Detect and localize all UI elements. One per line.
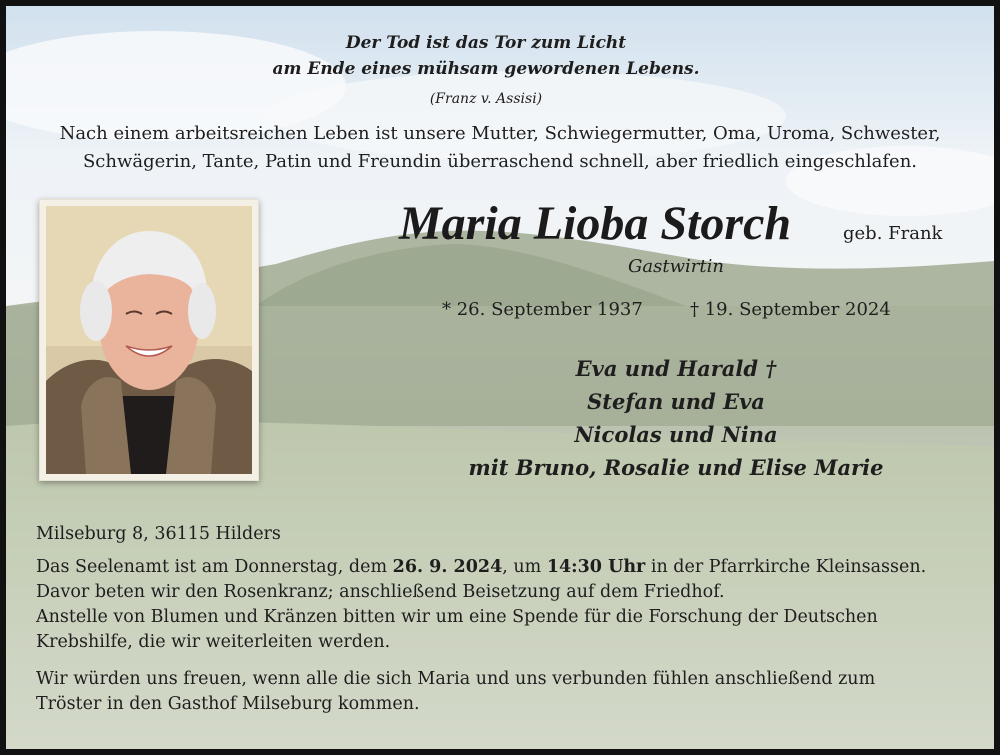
quote-line-1: Der Tod ist das Tor zum Licht [345, 33, 627, 53]
service-line-1 [36, 557, 926, 577]
service-line-2: Davor beten wir den Rosenkranz; anschließend Beisetzung auf dem Friedhof. [36, 582, 725, 602]
service-time: 14:30 Uhr [546, 557, 646, 577]
family-line-4: mit Bruno, Rosalie und Elise Marie [468, 455, 884, 480]
service-date: 26. 9. 2024 [392, 557, 503, 577]
family-line-2: Stefan und Eva [587, 389, 765, 414]
quote-author: (Franz v. Assisi) [429, 91, 543, 107]
birth-date: * 26. September 1937 [442, 299, 643, 320]
deceased-name: Maria Lioba Storch [399, 197, 792, 250]
service-text-b: , um [502, 557, 547, 577]
service-line-6: Tröster in den Gasthof Milseburg kommen. [36, 694, 420, 714]
service-line-5: Wir würden uns freuen, wenn alle die sich Maria und uns verbunden fühlen anschließend zum [36, 669, 876, 689]
service-text-a: Das Seelenamt ist am Donnerstag, dem [36, 557, 393, 577]
intro-line-1: Nach einem arbeitsreichen Leben ist unsere Mutter, Schwiegermutter, Oma, Uroma, Schwester, [59, 123, 941, 144]
service-text-c: in der Pfarrkirche Kleinsassen. [645, 557, 927, 577]
quote-line-2: am Ende eines mühsam gewordenen Lebens. [272, 59, 700, 79]
death-date: † 19. September 2024 [690, 299, 891, 320]
family-line-1: Eva und Harald † [575, 356, 777, 381]
intro-line-2: Schwägerin, Tante, Patin und Freundin überraschend schnell, aber friedlich eingeschlafen. [82, 151, 918, 172]
occupation: Gastwirtin [628, 256, 724, 277]
service-line-4: Krebshilfe, die wir weiterleiten werden. [36, 632, 391, 652]
birth-name: geb. Frank [843, 223, 943, 244]
address: Milseburg 8, 36115 Hilders [36, 524, 281, 544]
family-line-3: Nicolas und Nina [574, 422, 778, 447]
portrait-photo [39, 199, 259, 481]
service-line-3: Anstelle von Blumen und Kränzen bitten wir um eine Spende für die Forschung der Deutschen [36, 607, 878, 627]
